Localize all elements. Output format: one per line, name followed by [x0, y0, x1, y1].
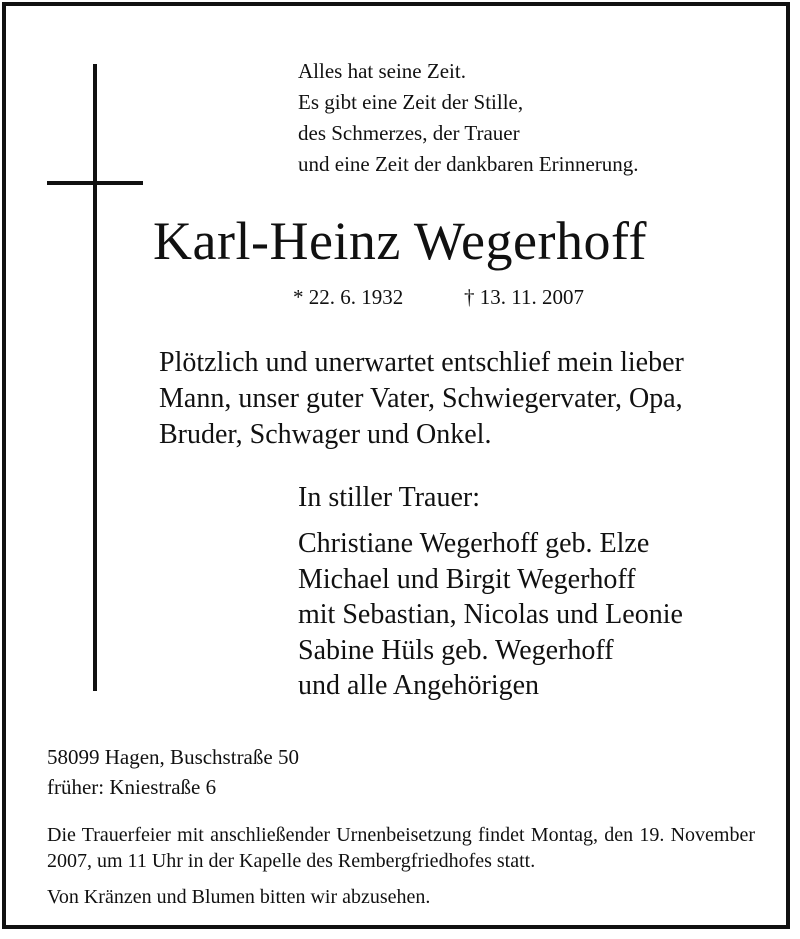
motto-line: und eine Zeit der dankbaren Erinnerung. [298, 152, 639, 176]
death-date: † 13. 11. 2007 [464, 285, 584, 309]
current-address: 58099 Hagen, Buschstraße 50 [47, 745, 299, 769]
cross-vertical-bar [93, 64, 97, 691]
former-address: früher: Kniestraße 6 [47, 775, 217, 799]
motto-line: Es gibt eine Zeit der Stille, [298, 90, 524, 114]
motto-block [298, 56, 639, 180]
mourner-line: mit Sebastian, Nicolas und Leonie [298, 599, 683, 630]
address-block [47, 742, 299, 802]
birth-date: * 22. 6. 1932 [293, 285, 404, 309]
motto-line: des Schmerzes, der Trauer [298, 121, 520, 145]
message-line: Bruder, Schwager und Onkel. [159, 419, 492, 450]
deceased-name: Karl-Heinz Wegerhoff [153, 211, 647, 271]
mourner-line: Michael und Birgit Wegerhoff [298, 563, 636, 595]
message-line: Mann, unser guter Vater, Schwiegervater, Opa, [159, 383, 683, 414]
mourner-line: und alle Angehörigen [298, 670, 540, 701]
mourners-list [298, 526, 683, 704]
cross-horizontal-bar [47, 181, 143, 185]
mourners-intro: In stiller Trauer: [298, 482, 480, 513]
motto-line: Alles hat seine Zeit. [298, 59, 466, 83]
mourner-line: Christiane Wegerhoff geb. Elze [298, 528, 650, 559]
closing-note: Von Kränzen und Blumen bitten wir abzusehen. [47, 886, 431, 908]
funeral-service-notice: Die Trauerfeier mit anschließender Urnenbeisetzung findet Montag, den 19. November 2007, um 11 Uhr in der Kapelle des Rembergfriedhofes statt. [47, 824, 755, 872]
announcement-message [159, 345, 779, 453]
message-line: Plötzlich und unerwartet entschlief mein lieber [159, 347, 684, 378]
mourner-line: Sabine Hüls geb. Wegerhoff [298, 634, 614, 666]
